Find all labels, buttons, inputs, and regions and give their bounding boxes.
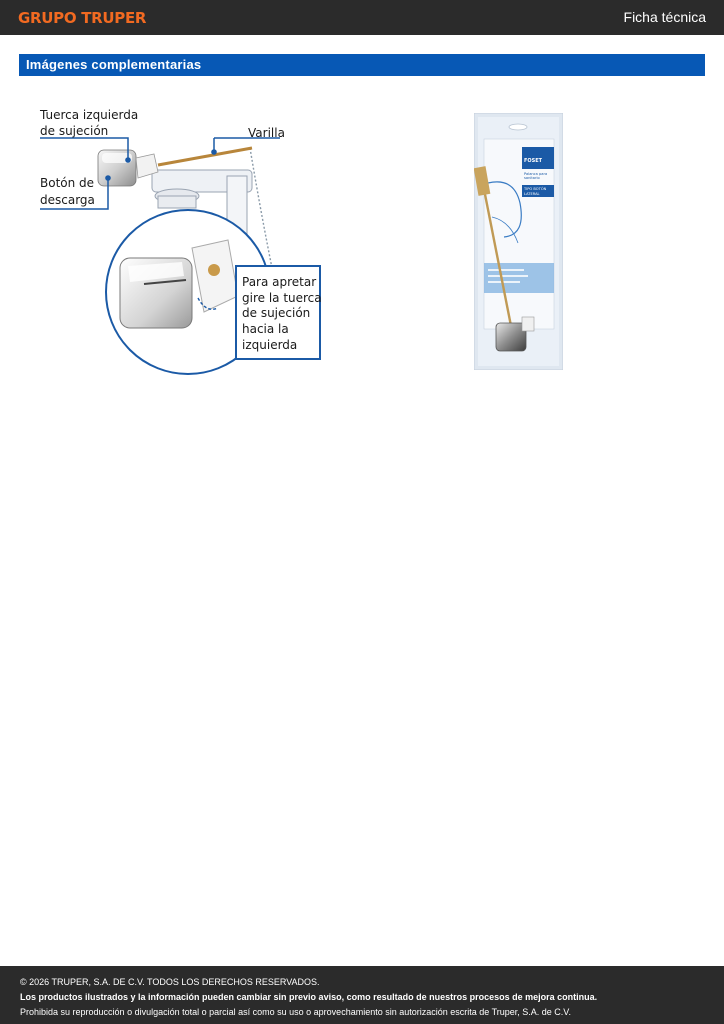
label-nut-line2: de sujeción bbox=[40, 124, 109, 138]
product-diagram bbox=[32, 98, 332, 380]
instruction-line4: hacia la bbox=[242, 322, 289, 336]
instruction-line1: Para apretar bbox=[242, 275, 317, 289]
product-package-photo bbox=[474, 113, 563, 370]
package-type-line2: LATERAL bbox=[524, 192, 540, 196]
package-type-line1: TIPO BOTÓN bbox=[524, 187, 547, 191]
package-brand: FOSET bbox=[524, 158, 543, 164]
package-title-line1: Palanca para bbox=[524, 172, 548, 176]
brand-logo: GRUPO TRUPER bbox=[18, 9, 147, 27]
instruction-line2: gire la tuerca bbox=[242, 291, 322, 305]
document-type: Ficha técnica bbox=[623, 9, 706, 25]
top-bar bbox=[0, 0, 724, 35]
label-button-line1: Botón de bbox=[40, 176, 95, 190]
package-title-line2: sanitario bbox=[524, 176, 540, 180]
instruction-line3: de sujeción bbox=[242, 306, 311, 320]
section-title: Imágenes complementarias bbox=[19, 54, 705, 76]
footer-prohibition: Prohibida su reproducción o divulgación total o parcial así como su uso o aprovechamiento sin autorización escrita de Truper, S.A. de C.V. bbox=[20, 1007, 571, 1017]
label-button-line2: descarga bbox=[40, 193, 95, 207]
footer-copyright: © 2026 TRUPER, S.A. DE C.V. TODOS LOS DERECHOS RESERVADOS. bbox=[20, 977, 320, 987]
footer-notice: Los productos ilustrados y la información pueden cambiar sin previo aviso, como resultado de nuestros procesos de mejora continua. bbox=[20, 992, 598, 1002]
label-rod: Varilla bbox=[248, 126, 285, 140]
instruction-line5: izquierda bbox=[242, 338, 298, 352]
footer bbox=[0, 966, 724, 1024]
label-nut-line1: Tuerca izquierda bbox=[40, 108, 139, 122]
